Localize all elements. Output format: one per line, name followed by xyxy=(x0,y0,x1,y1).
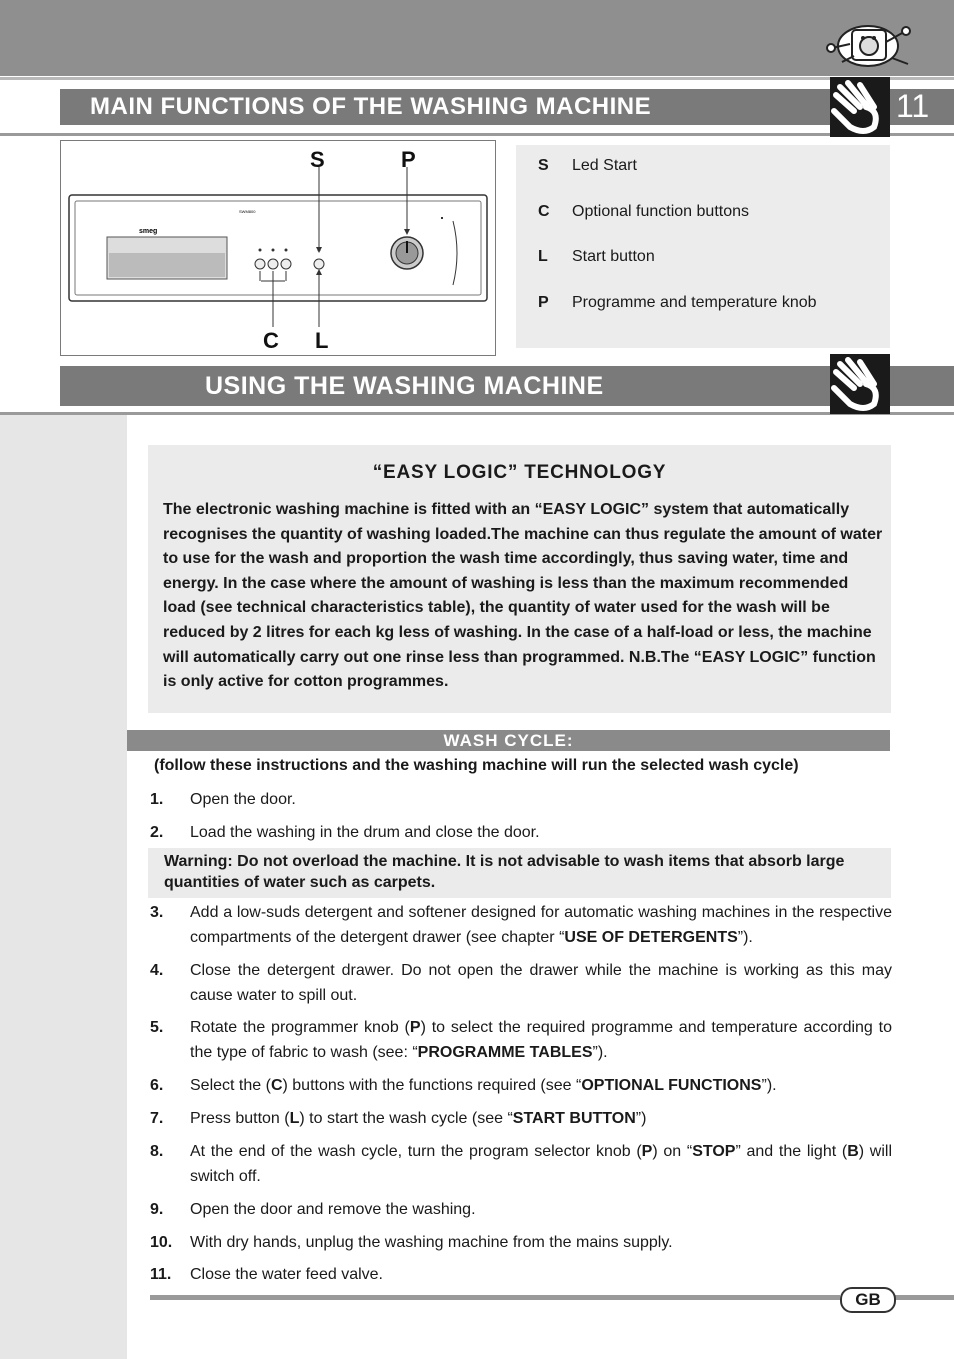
wash-step xyxy=(150,1073,892,1098)
legend-item xyxy=(538,203,749,221)
easy-logic-box xyxy=(148,445,891,713)
wash-step xyxy=(150,820,892,845)
legend-key: C xyxy=(538,203,550,220)
legend-text: Optional function buttons xyxy=(572,203,750,220)
label-p: P xyxy=(401,147,416,172)
header-rule xyxy=(0,412,954,415)
step-text: With dry hands, unplug the washing machine from the mains supply. xyxy=(190,1234,673,1251)
using-title: USING THE WASHING MACHINE xyxy=(60,366,954,406)
legend-box xyxy=(516,145,890,348)
step-number: 5. xyxy=(150,1019,164,1036)
label-c: C xyxy=(263,328,279,353)
hand-icon-box xyxy=(830,354,890,414)
hand-icon xyxy=(830,354,890,414)
step-number: 11. xyxy=(150,1266,172,1283)
step-number: 6. xyxy=(150,1077,164,1094)
hand-icon-box xyxy=(830,77,890,137)
hand-icon xyxy=(830,77,890,137)
wash-cycle-intro: (follow these instructions and the washing machine will run the selected wash cycle) xyxy=(154,757,799,774)
control-panel-diagram xyxy=(60,140,496,356)
page-number: 11 xyxy=(896,88,930,124)
step-text: Add a low-suds detergent and softener designed for automatic washing machines in the respective compartments of the detergent drawer (see chapter “USE OF DETERGENTS”). xyxy=(190,904,892,946)
legend-key: S xyxy=(538,157,549,174)
wash-step xyxy=(150,1262,892,1287)
overload-warning xyxy=(148,848,891,898)
step-text: Open the door. xyxy=(190,791,296,808)
footer-rule xyxy=(892,1295,954,1300)
label-l: L xyxy=(315,328,329,353)
top-band xyxy=(0,0,954,76)
main-functions-header xyxy=(0,77,954,137)
step-text: Press button (L) to start the wash cycle (see “START BUTTON”) xyxy=(190,1110,647,1127)
step-number: 10. xyxy=(150,1234,173,1251)
legend-key: L xyxy=(538,248,548,265)
step-number: 3. xyxy=(150,904,164,921)
step-number: 7. xyxy=(150,1110,164,1127)
left-margin-strip xyxy=(0,412,127,1359)
step-text: Select the (C) buttons with the functions required (see “OPTIONAL FUNCTIONS”). xyxy=(190,1077,777,1094)
step-text: Open the door and remove the washing. xyxy=(190,1201,476,1218)
header-right-extension xyxy=(890,366,954,406)
header-rule xyxy=(0,133,954,136)
legend-text: Start button xyxy=(572,248,655,265)
panel-drawing xyxy=(61,141,495,355)
wash-step xyxy=(150,1139,892,1189)
step-number: 8. xyxy=(150,1143,164,1160)
legend-item xyxy=(538,157,637,175)
main-functions-title: MAIN FUNCTIONS OF THE WASHING MACHINE xyxy=(60,89,860,125)
warning-text: Warning: Do not overload the machine. It is not advisable to wash items that absorb large quantities of water such as carpets. xyxy=(164,853,845,891)
step-number: 9. xyxy=(150,1201,164,1218)
brand-logo: smeg xyxy=(139,228,158,235)
step-number: 4. xyxy=(150,962,164,979)
step-text: Close the detergent drawer. Do not open the drawer while the machine is working as this may cause water to spill out. xyxy=(190,962,892,1004)
wash-step xyxy=(150,1015,892,1065)
wash-step xyxy=(150,1106,892,1131)
step-text: Rotate the programmer knob (P) to select the required programme and temperature according to the type of fabric to wash (see: “PROGRAMME TABLES”). xyxy=(190,1019,892,1061)
footer-rule xyxy=(150,1295,840,1300)
easy-logic-text: The electronic washing machine is fitted with an “EASY LOGIC” system that automatically recognises the quantity of washing loaded.The machine can thus regulate the amount of water to use for the wash and proportion the wash time accordingly, thus saving water, time and energy. In the case where the amount of washing is less than the maximum recommended load (see technical characteristics table), the quantity of water used for the wash will be reduced by 2 litres for each kg less of washing. In the case of a half-load or less, the machine will automatically carry out one rinse less than programmed. N.B.The “EASY LOGIC” function is only active for cotton programmes. xyxy=(163,501,883,691)
legend-text: Programme and temperature knob xyxy=(572,294,817,311)
easy-logic-title: “EASY LOGIC” TECHNOLOGY xyxy=(372,462,667,483)
language-badge: GB xyxy=(840,1287,896,1313)
wash-step xyxy=(150,787,892,812)
legend-item xyxy=(538,248,655,266)
wash-cycle-title: WASH CYCLE: xyxy=(127,730,890,751)
header-rule xyxy=(0,77,954,80)
washing-machine-mascot-icon xyxy=(822,18,917,70)
label-s: S xyxy=(310,147,325,172)
wash-step xyxy=(150,958,892,1008)
step-number: 1. xyxy=(150,791,164,808)
model-label: SWM800 xyxy=(239,209,256,214)
using-header xyxy=(0,360,954,416)
step-text: Load the washing in the drum and close the door. xyxy=(190,824,540,841)
legend-item xyxy=(538,294,817,312)
wash-step xyxy=(150,1230,892,1255)
step-number: 2. xyxy=(150,824,164,841)
legend-key: P xyxy=(538,294,549,311)
wash-step xyxy=(150,900,892,950)
wash-step xyxy=(150,1197,892,1222)
step-text: At the end of the wash cycle, turn the program selector knob (P) on “STOP” and the light (B) will switch off. xyxy=(190,1143,893,1185)
legend-text: Led Start xyxy=(572,157,637,174)
step-text: Close the water feed valve. xyxy=(190,1266,383,1283)
